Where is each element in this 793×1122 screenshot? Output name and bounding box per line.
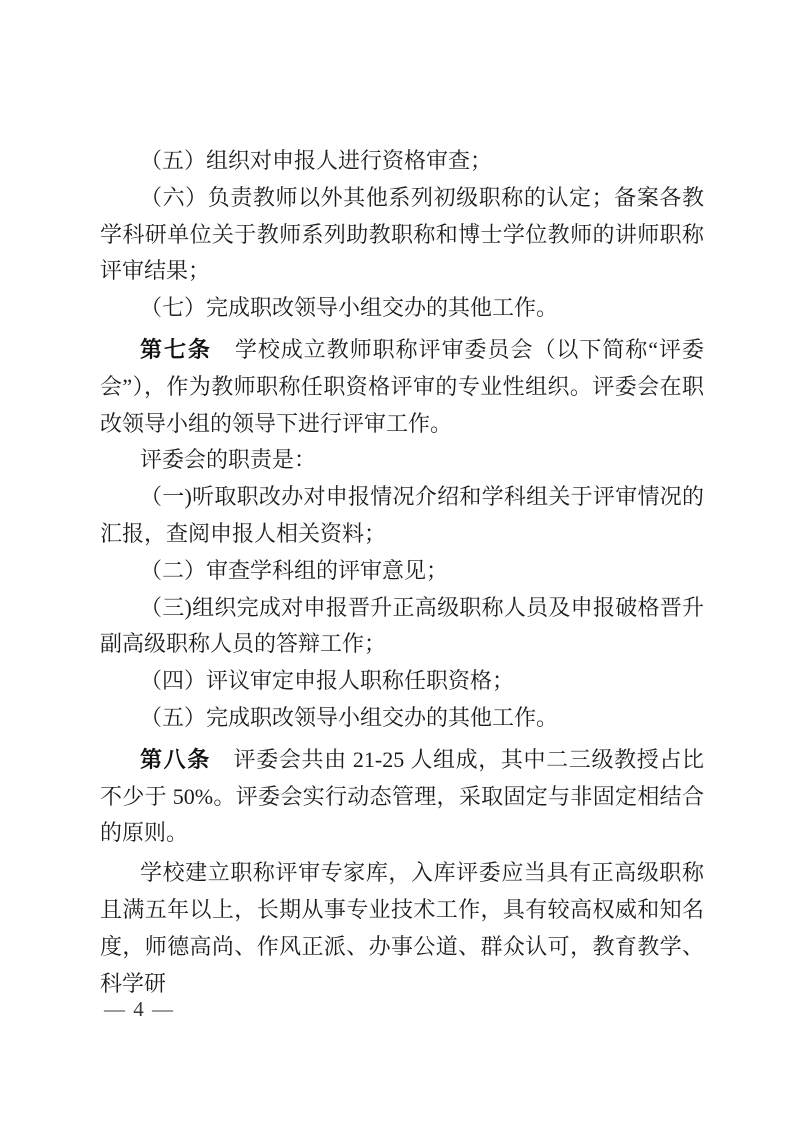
- article-8-number: 第八条: [140, 746, 211, 772]
- page-number: — 4 —: [104, 997, 173, 1021]
- article-7-text: 学校成立教师职称评审委员会（以下简称“评委会”），作为教师职称任职资格评审的专业性组织。评委会在职改领导小组的领导下进行评审工作。: [100, 336, 704, 436]
- article-7-paragraph: [100, 332, 704, 442]
- committee-duty-4: （四）评议审定申报人职称任职资格；: [140, 668, 515, 694]
- clause-7-duties: （七）完成职改领导小组交办的其他工作。: [140, 295, 559, 321]
- committee-duty-2: （二）审查学科组的评审意见；: [140, 557, 449, 583]
- committee-duty-5: （五）完成职改领导小组交办的其他工作。: [140, 704, 559, 730]
- committee-duty-3: （三)组织完成对申报晋升正高级职称人员及申报破格晋升副高级职称人员的答辩工作；: [100, 594, 704, 657]
- committee-duties-intro: 评委会的职责是：: [140, 447, 317, 473]
- document-body: [100, 143, 704, 1002]
- article-7-number: 第七条: [140, 336, 212, 362]
- article-8-paragraph: [100, 742, 704, 852]
- expert-pool-paragraph: 学校建立职称评审专家库，入库评委应当具有正高级职称且满五年以上，长期从事专业技术工作，具有较高权威和知名度，师德高尚、作风正派、办事公道、群众认可，教育教学、科学研: [100, 860, 704, 996]
- committee-duty-1: （一)听取职改办对申报情况介绍和学科组关于评审情况的汇报，查阅申报人相关资料；: [100, 484, 704, 546]
- clause-5-duties: （五）组织对申报人进行资格审查；: [140, 148, 493, 173]
- clause-6-duties: （六）负责教师以外其他系列初级职称的认定；备案各教学科研单位关于教师系列助教职称和博士学位教师的讲师职称评审结果；: [100, 184, 704, 284]
- article-8-text: 评委会共由 21-25 人组成，其中二三级教授占比不少于 50%。评委会实行动态管理，采取固定与非固定相结合的原则。: [100, 746, 704, 846]
